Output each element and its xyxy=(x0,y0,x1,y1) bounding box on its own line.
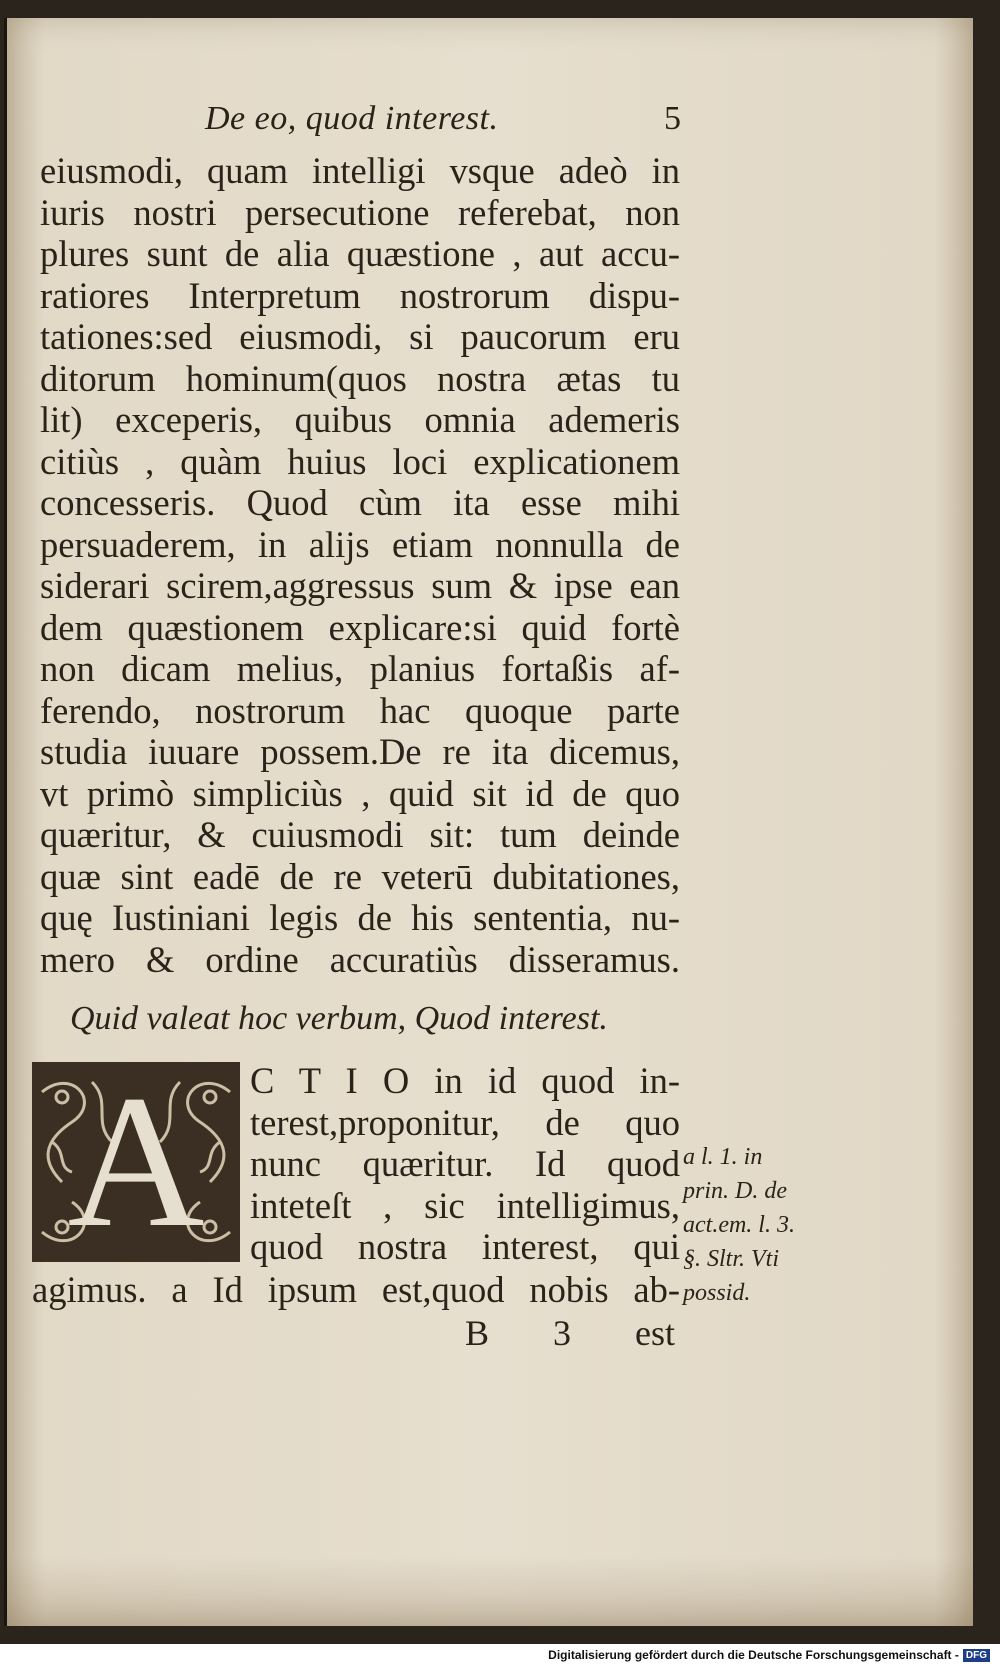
signature-number: 3 xyxy=(553,1313,571,1353)
main-paragraph xyxy=(40,150,680,980)
page-edge-shadow xyxy=(7,1556,973,1626)
text-line: concesseris. Quod cùm ita esse mihi xyxy=(40,482,680,523)
text-line: quæ sint eadē de re veterū dubitationes, xyxy=(40,855,680,897)
citation-line: a l. 1. in xyxy=(683,1144,763,1170)
text-line: lit) exceperis, quibus omnia ademeris xyxy=(40,399,680,440)
second-paragraph xyxy=(250,1060,680,1268)
page-number: 5 xyxy=(664,100,681,137)
decorated-initial xyxy=(32,1057,240,1267)
text-line: inteteſt , sic intelligimus, xyxy=(250,1184,680,1226)
text-line: ferendo, nostrorum hac quoque parte xyxy=(40,689,680,731)
marginal-citation xyxy=(683,1140,833,1310)
text-line: C T I O in id quod in- xyxy=(250,1060,680,1101)
citation-line: §. Sltr. Vti xyxy=(683,1246,780,1272)
text-line: dem quæstionem explicare:si quid fortè xyxy=(40,606,680,648)
citation-line: possid. xyxy=(683,1280,751,1306)
text-line: quod nostra interest, qui xyxy=(250,1226,680,1267)
signature-catchword-line xyxy=(465,1312,675,1354)
text-line: iuris nostri persecutione referebat, non xyxy=(40,191,680,233)
section-heading: Quid valeat hoc verbum, Quod interest. xyxy=(70,1000,608,1037)
text-line: quę Iustiniani legis de his sententia, nu- xyxy=(40,897,680,938)
text-line: persuaderem, in alijs etiam nonnulla de xyxy=(40,523,680,565)
text-line: terest,proponitur, de quo xyxy=(250,1101,680,1143)
dfg-logo-icon: DFG xyxy=(963,1649,990,1662)
text-line: non dicam melius, planius fortaßis af- xyxy=(40,648,680,689)
text-line: ratiores Interpretum nostrorum dispu- xyxy=(40,274,680,316)
signature-mark: B xyxy=(465,1313,490,1353)
running-title: De eo, quod interest. xyxy=(205,100,499,137)
text-line: ditorum hominum(quos nostra ætas tu xyxy=(40,357,680,399)
text-line: citiùs , quàm huius loci explicationem xyxy=(40,440,680,482)
drop-cap-letter: A xyxy=(67,1057,205,1267)
text-line: eiusmodi, quam intelligi vsque adeò in xyxy=(40,150,680,191)
text-line: vt primò simpliciùs , quid sit id de quo xyxy=(40,772,680,814)
credit-text: Digitalisierung gefördert durch die Deutsche Forschungsgemeinschaft - xyxy=(548,1648,959,1662)
text-line: mero & ordine accuratiùs disseramus. xyxy=(40,938,680,980)
text-line: agimus. a Id ipsum est,quod nobis ab- xyxy=(32,1269,680,1310)
text-line: studia iuuare possem.De re ita dicemus, xyxy=(40,731,680,772)
citation-line: prin. D. de xyxy=(683,1178,787,1204)
text-line: siderari scirem,aggressus sum & ipse ean xyxy=(40,565,680,606)
text-line: tationes:sed eiusmodi, si paucorum eru xyxy=(40,316,680,357)
citation-line: act.em. l. 3. xyxy=(683,1212,795,1238)
text-line: plures sunt de alia quæstione , aut accu- xyxy=(40,233,680,274)
digitization-credit xyxy=(544,1646,994,1664)
text-line: nunc quæritur. Id quod xyxy=(250,1143,680,1184)
catchword: est xyxy=(634,1313,675,1353)
text-line: quæritur, & cuiusmodi sit: tum deinde xyxy=(40,814,680,855)
